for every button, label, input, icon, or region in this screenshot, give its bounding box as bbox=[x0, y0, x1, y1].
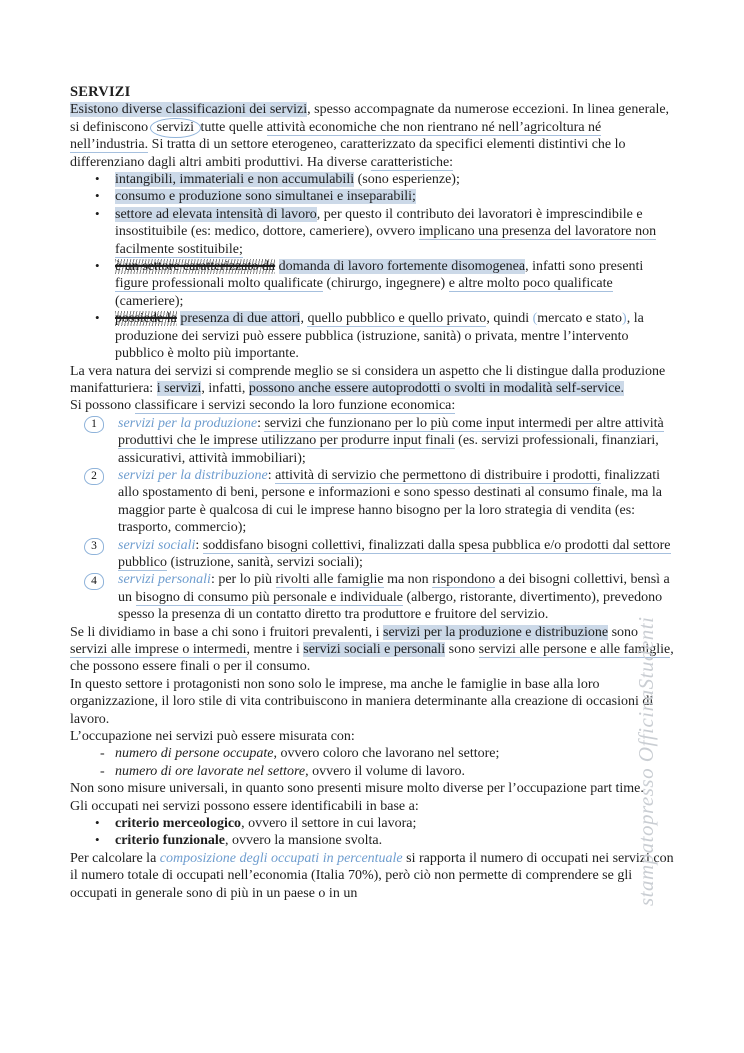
dash-marker: - bbox=[100, 763, 105, 779]
text-run: servizi per la distribuzione bbox=[118, 467, 268, 483]
text-run: servizi personali bbox=[118, 572, 211, 588]
measure-item bbox=[70, 745, 678, 762]
criteria-lead bbox=[70, 798, 678, 815]
dash-marker: - bbox=[100, 746, 105, 762]
text-run: si rapporta il numero di occupati nei servizi con il numero totale di occupati nell’economia (Italia 70%), però ciò non permette di comprendere se gli occupati in generale sono di più in un paese o in un bbox=[70, 850, 674, 901]
text-run: criterio funzionale bbox=[115, 833, 226, 849]
text-run: , che possono essere finali o per il consumo. bbox=[70, 642, 674, 675]
characteristic-item bbox=[70, 310, 678, 362]
text-run: numero di persone occupate bbox=[115, 746, 274, 762]
text-run: presenza di due attori bbox=[180, 311, 301, 327]
text-run: (es. servizi professionali, finanziari, assicurativi, attività immobiliari); bbox=[118, 433, 659, 466]
text-run: : per lo più bbox=[210, 572, 276, 588]
text-run: servizi sociali e personali bbox=[303, 642, 446, 657]
text-run: possono anche essere autoprodotti o svolti in modalità self-service. bbox=[248, 380, 625, 396]
circled-number: 3 bbox=[84, 538, 104, 555]
text-run: , mentre i bbox=[246, 642, 304, 657]
criterion-item bbox=[70, 815, 678, 832]
text-run: servizi per la produzione bbox=[118, 415, 258, 431]
text-run: (sono esperienze); bbox=[354, 172, 460, 188]
text-run: Si tratta di un settore eterogeneo, caratterizzato da specifici elementi distintivi che lo differenziano dagli altri ambiti produttivi. Ha diverse bbox=[70, 137, 626, 170]
text-run: : bbox=[267, 467, 276, 483]
percentage-paragraph bbox=[70, 850, 678, 902]
characteristic-item bbox=[70, 258, 678, 310]
text-run: i servizi bbox=[156, 380, 202, 396]
text-run: a dei bisogni collettivi, bensì a un bbox=[118, 572, 670, 605]
circled-number: 2 bbox=[84, 468, 104, 485]
bullet-icon: • bbox=[95, 258, 100, 274]
text-run: attività economiche che non rientrano né nell’agricoltura né nell’industria. bbox=[70, 119, 602, 153]
text-run: rivolti alle famiglie bbox=[275, 572, 384, 588]
characteristic-item bbox=[70, 188, 678, 205]
text-run: settore ad elevata intensità di lavoro bbox=[115, 206, 317, 222]
text-run: , spesso accompagnate da numerose eccezioni. In linea generale, si definiscono bbox=[70, 102, 670, 135]
text-run: figure professionali molto qualificate bbox=[115, 276, 323, 292]
users-paragraph bbox=[70, 624, 678, 676]
text-run: , bbox=[300, 311, 308, 327]
text-run: , infatti sono presenti bbox=[525, 259, 644, 275]
bullet-icon: • bbox=[95, 832, 100, 848]
text-run: sono bbox=[608, 624, 639, 640]
intro-paragraph bbox=[70, 101, 678, 171]
text-run: , ovvero il settore in cui lavora; bbox=[241, 816, 417, 832]
page-title: SERVIZI bbox=[70, 84, 131, 100]
service-category-social bbox=[70, 537, 678, 572]
text-run: sono bbox=[445, 642, 479, 657]
text-run: criterio merceologico bbox=[115, 816, 242, 832]
text-run: servizi per la produzione e distribuzione bbox=[383, 624, 609, 640]
service-category-personal bbox=[70, 571, 678, 623]
text-run: , quindi bbox=[486, 311, 533, 327]
measure-item bbox=[70, 763, 678, 780]
text-run: (albergo, ristorante, divertimento), prevedono spesso la presenza di un contatto diretto tra produttore e fruitore del servizio. bbox=[118, 589, 663, 623]
document-page bbox=[70, 84, 678, 902]
measures-note bbox=[70, 780, 678, 797]
text-run: numero di ore lavorate nel settore bbox=[115, 763, 306, 779]
bullet-icon: • bbox=[95, 310, 100, 326]
text-run: rispondono bbox=[432, 572, 496, 588]
characteristic-item bbox=[70, 171, 678, 188]
text-run: servizi sociali bbox=[118, 537, 196, 553]
text-run: , per questo il contributo dei lavoratori è imprescindibile e insostituibile (es: medico, dottore, cameriere), ovvero bbox=[115, 206, 643, 240]
text-run: (chirurgo, ingegnere) bbox=[323, 276, 449, 292]
text-run: è un settore caratterizzato da bbox=[115, 259, 276, 275]
text-run: caratteristiche: bbox=[370, 154, 454, 170]
circled-number: 1 bbox=[84, 416, 104, 433]
protagonists-paragraph bbox=[70, 676, 678, 728]
text-run: Si possono bbox=[70, 398, 135, 414]
text-run: classificare i servizi secondo la loro funzione economica: bbox=[134, 398, 456, 414]
text-run: finalizzati allo spostamento di beni, persone e informazioni e sono spesso destinati al consumo finale, ma la maggior parte è qualcosa di cui le imprese hanno bisogno per la loro strategia di vendita (es: trasporto, commercio); bbox=[118, 467, 662, 536]
text-run: tutte quelle bbox=[196, 119, 267, 135]
employment-lead bbox=[70, 728, 678, 745]
text-run: mercato e stato bbox=[537, 311, 623, 327]
text-run: ma non bbox=[383, 572, 433, 588]
text-run: Per calcolare la bbox=[70, 850, 160, 866]
text-run: implicano una presenza del lavoratore non facilmente sostituibile; bbox=[115, 224, 657, 257]
text-run: intangibili, immateriali e non accumulabili bbox=[115, 172, 355, 188]
text-run: bisogno di consumo più personale e individuale bbox=[135, 589, 404, 605]
service-category-production bbox=[70, 415, 678, 467]
text-run: , ovvero la mansione svolta. bbox=[225, 833, 383, 849]
text-run: (istruzione, sanità, servizi sociali); bbox=[167, 554, 363, 570]
text-run: L’occupazione nei servizi può essere misurata con: bbox=[70, 729, 355, 745]
text-run: La vera natura dei servizi si comprende meglio se si considera un aspetto che li distingue dalla produzione manifatturiera: bbox=[70, 363, 666, 396]
bullet-icon: • bbox=[95, 171, 100, 187]
text-run: domanda di lavoro fortemente disomogenea bbox=[278, 259, 526, 275]
document-body bbox=[70, 101, 678, 902]
text-run: e altre molto poco qualificate bbox=[448, 276, 613, 292]
text-run: , ovvero coloro che lavorano nel settore; bbox=[273, 746, 500, 762]
text-run: : bbox=[257, 415, 265, 431]
text-run: servizi alle imprese o intermedi bbox=[70, 642, 247, 657]
criterion-item bbox=[70, 832, 678, 849]
text-run: ( bbox=[532, 311, 538, 327]
text-run: , la produzione dei servizi può essere pubblica (istruzione, sanità) o privata, mentre l’intervento pubblico è molto più importante. bbox=[115, 311, 644, 362]
self-service-paragraph bbox=[70, 363, 678, 398]
text-run: Non sono misure universali, in quanto sono presenti misure molto diverse per l’occupazione part time. bbox=[70, 781, 644, 797]
text-run: , infatti, bbox=[201, 380, 249, 396]
text-run: possiede la bbox=[115, 311, 177, 327]
text-run: composizione degli occupati in percentuale bbox=[159, 850, 403, 866]
circled-number: 4 bbox=[84, 573, 104, 590]
characteristic-item bbox=[70, 206, 678, 258]
text-run: servizi bbox=[150, 118, 201, 138]
text-run: ) bbox=[622, 311, 627, 327]
text-run: servizi alle persone e alle famiglie bbox=[478, 642, 671, 657]
text-run: Se li dividiamo in base a chi sono i fruitori prevalenti, i bbox=[70, 624, 383, 640]
watermark: stampatopresso OfficinaStudenti bbox=[634, 616, 658, 906]
bullet-icon: • bbox=[95, 815, 100, 831]
classification-lead bbox=[70, 397, 678, 414]
service-category-distribution bbox=[70, 467, 678, 537]
text-run: In questo settore i protagonisti non sono solo le imprese, ma anche le famiglie in base alla loro organizzazione, il loro stile di vita contribuiscono in maniera determinante alla creazione di occasioni di lavoro. bbox=[70, 676, 654, 727]
text-run: : bbox=[195, 537, 203, 553]
text-run: , ovvero il volume di lavoro. bbox=[305, 763, 465, 779]
text-run: servizi che funzionano per lo più come input intermedi per altre attività produttivi che le imprese utilizzano per produrre input finali bbox=[118, 415, 664, 449]
text-run: consumo e produzione sono simultanei e inseparabili; bbox=[115, 189, 416, 205]
text-run: soddisfano bisogni collettivi, finalizzati dalla spesa pubblica e/o prodotti dal settore pubblico bbox=[118, 537, 671, 570]
text-run: Esistono diverse classificazioni dei servizi bbox=[70, 102, 308, 118]
text-run: quello pubblico e quello privato bbox=[307, 311, 487, 327]
bullet-icon: • bbox=[95, 205, 100, 221]
text-run: attività di servizio che permettono di distribuire i prodotti, bbox=[275, 467, 601, 483]
text-run: Gli occupati nei servizi possono essere identificabili in base a: bbox=[70, 798, 419, 814]
text-run: (cameriere); bbox=[115, 293, 184, 309]
bullet-icon: • bbox=[95, 188, 100, 204]
